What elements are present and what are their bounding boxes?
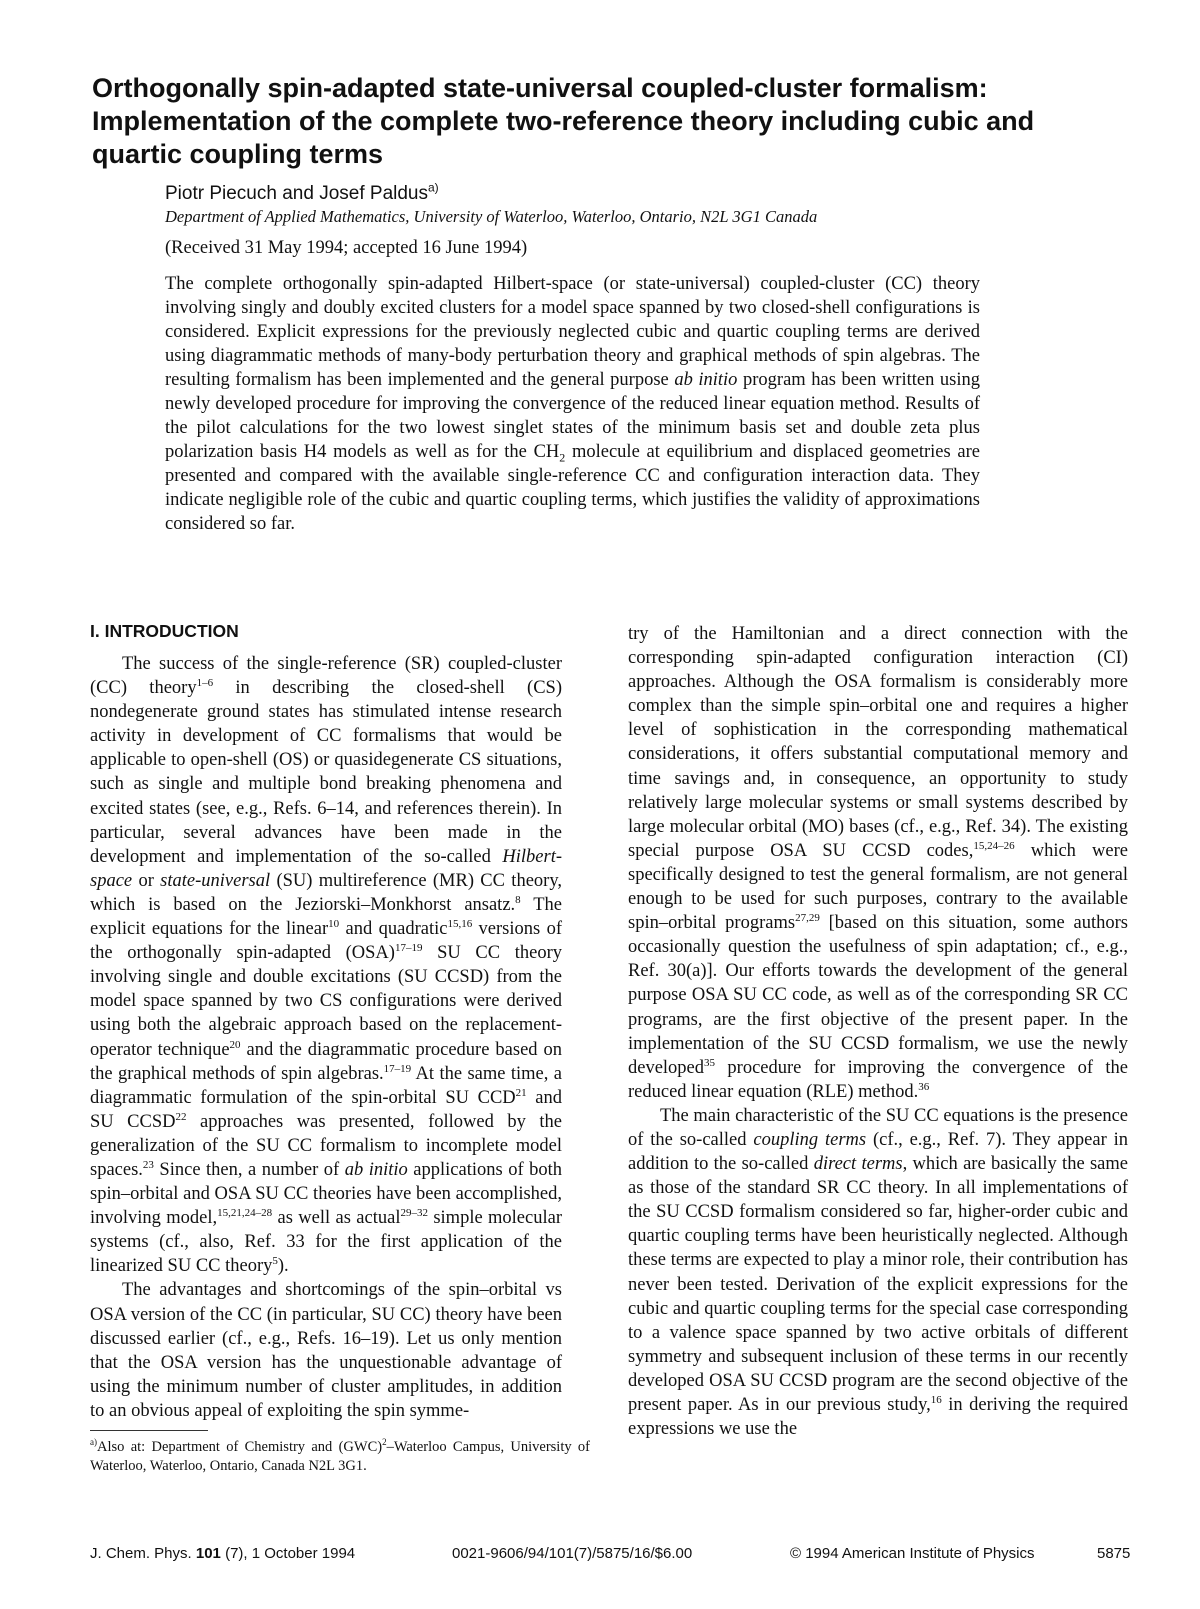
affiliation: Department of Applied Mathematics, University of Waterloo, Waterloo, Ontario, N2L 3G1 Canada	[165, 207, 818, 226]
citation: 1–6	[196, 676, 214, 689]
author-list	[165, 180, 439, 205]
text-run: At the same time, a diagrammatic formulation of the spin-orbital SU CCD	[90, 1063, 562, 1108]
footnote-text: –Waterloo Campus, University of Waterloo, Waterloo, Ontario, Canada N2L 3G1.	[90, 1439, 590, 1474]
abstract-part: program has been written using newly developed procedure for improving the convergence of the reduced linear equation method. Results of the pilot calculations for the two lowest singlet states of the minimum basis set and double zeta plus polarization basis H4 models as well as for the CH	[165, 370, 980, 462]
text-run: and the diagrammatic procedure based on the graphical methods of spin algebras.	[90, 1039, 563, 1084]
text-run: which were specifically designed to test the general formalism, are not general enough to be used for such purposes, contrary to the available spin–orbital programs	[628, 840, 1129, 934]
footnote-mark: a)	[90, 1437, 97, 1448]
text-run: as well as actual	[272, 1208, 401, 1229]
abstract-italic: ab initio	[674, 370, 738, 390]
footer-copyright: © 1994 American Institute of Physics	[790, 1545, 1035, 1562]
section-heading: I. INTRODUCTION	[90, 621, 239, 641]
journal-issue-date: (7), 1 October 1994	[220, 1545, 356, 1562]
text-run: and SU CCSD	[90, 1087, 562, 1132]
intro-paragraph-2: The advantages and shortcomings of the spin–orbital vs OSA version of the CC (in particular, SU CC) theory have been discussed earlier (cf., e.g., Refs. 16–19). Let us only mention that the OSA version has the unquestionable advantage of using the minimum number of cluster amplitudes, in addition to an obvious appeal of exploiting the spin symme-	[90, 1280, 562, 1421]
received-dates: (Received 31 May 1994; accepted 16 June 1994)	[165, 238, 528, 258]
citation: 20	[229, 1038, 241, 1051]
footnote	[90, 1438, 590, 1476]
text-run: or	[132, 870, 161, 891]
emphasis: state-universal	[160, 870, 271, 891]
text-run: (cf., e.g., Ref. 7). They appear in addition to the so-called	[628, 1129, 1128, 1175]
authors-text: Piotr Piecuch and Josef Paldus	[165, 183, 428, 204]
text-run: Since then, a number of	[153, 1159, 345, 1180]
citation: 15,21,24–28	[217, 1207, 273, 1219]
emphasis: ab initio	[344, 1159, 408, 1180]
citation: 17–19	[394, 941, 423, 954]
abstract-part: The complete orthogonally spin-adapted Hilbert-space (or state-universal) coupled-cluster (CC) theory involving singly and doubly excited clusters for a model space spanned by two closed-shell configurations is considered. Explicit expressions for the previously neglected cubic and quartic coupling terms are derived using diagrammatic methods of many-body perturbation theory and graphical methods of spin algebras. The resulting formalism has been implemented and the general purpose	[165, 274, 980, 390]
abstract	[165, 272, 980, 536]
emphasis: coupling terms	[753, 1129, 867, 1150]
right-column	[628, 622, 1128, 1441]
journal-name: J. Chem. Phys.	[90, 1545, 196, 1562]
page-number: 5875	[1097, 1545, 1131, 1562]
intro-paragraph-2-continued	[628, 622, 1128, 1104]
citation: 10	[328, 917, 340, 930]
citation: 27,29	[795, 911, 820, 924]
abstract-part: molecule at equilibrium and displaced geometries are presented and compared with the available single-reference CC and configuration interaction data. They indicate negligible role of the cubic and quartic coupling terms, which justifies the validity of approximations considered so far.	[165, 442, 980, 534]
text-run: (SU) multireference (MR) CC theory, which is based on the Jeziorski–Monkhorst ansatz.	[90, 870, 562, 915]
text-run: in deriving the required expressions we use the	[628, 1395, 1128, 1440]
text-run: [based on this situation, some authors occasionally question the usefulness of spin adaptation; cf., e.g., Ref. 30(a)]. Our efforts towards the development of the general purpose OSA SU CC code, as well as of the corresponding SR CC programs, are the first objective of the present paper. In the implementation of the SU CCSD formalism, we use the newly developed	[628, 913, 1128, 1078]
citation: 8	[515, 893, 521, 906]
text-run: try of the Hamiltonian and a direct connection with the corresponding spin-adapted configuration interaction (CI) approaches. Although the OSA formalism is considerably more complex than the simple spin–orbital one and requires a higher level of sophistication in the corresponding mathematical considerations, it offers substantial computational memory and time savings and, in consequence, an opportunity to study relatively large molecular systems or small systems described by large molecular orbital (MO) bases (cf., e.g., Ref. 34). The existing special purpose OSA SU CCSD codes,	[628, 624, 1128, 861]
footer-journal	[90, 1545, 355, 1562]
citation: 22	[175, 1110, 187, 1123]
citation: 29–32	[400, 1207, 428, 1219]
emphasis: direct terms	[813, 1154, 903, 1175]
footnote-rule	[90, 1430, 208, 1431]
text-run: ).	[277, 1256, 289, 1277]
citation: 23	[142, 1158, 154, 1171]
text-run: and quadratic	[339, 919, 448, 940]
intro-paragraph-1	[90, 652, 562, 1278]
text-run: , which are basically the same as those of the standard SR CC theory. In all implementations of the SU CCSD formalism considered so far, higher-order cubic and quartic coupling terms have been heuristically neglected. Although these terms are expected to play a minor role, their contribution has never been tested. Derivation of the explicit expressions for the cubic and quartic coupling terms for the special case corresponding to a valence space spanned by two active orbitals of different symmetry and subsequent inclusion of these terms in our recently developed OSA SU CCSD program are the second objective of the present paper. As in our previous study,	[628, 1154, 1128, 1415]
left-column	[90, 620, 562, 1423]
text-run: in describing the closed-shell (CS) nondegenerate ground states has stimulated intense research activity in development of CC formalisms that would be applicable to open-shell (OS) or quasidegenerate CS situations, such as single and multiple bond breaking phenomena and excited states (see, e.g., Refs. 6–14, and references therein). In particular, several advances have been made in the development and implementation of the so-called	[90, 678, 562, 867]
footer-issn: 0021-9606/94/101(7)/5875/16/$6.00	[452, 1545, 693, 1562]
subscript: 2	[559, 450, 566, 465]
intro-paragraph-3	[628, 1104, 1128, 1441]
footnote-text: Also at: Department of Chemistry and (GWC)	[97, 1439, 383, 1455]
text-run: SU CC theory involving single and double excitations (SU CCSD) from the model space spanned by two CS configurations were derived using both the algebraic approach based on the replacement-operator technique	[90, 943, 562, 1060]
citation: 35	[704, 1056, 716, 1069]
text-run: approaches was presented, followed by the generalization of the SU CC formalism to incomplete model spaces.	[90, 1111, 562, 1180]
text-run: The main characteristic of the SU CC equations is the presence of the so-called	[628, 1105, 1128, 1150]
emphasis: Hilbert-space	[90, 846, 562, 891]
citation: 17–19	[383, 1062, 412, 1075]
text-run: versions of the orthogonally spin-adapted (OSA)	[90, 919, 562, 964]
text-run: simple molecular systems (cf., also, Ref. 33 for the first application of the linearized SU CC theory	[90, 1208, 562, 1277]
text-run: applications of both spin–orbital and OSA SU CC theories have been accomplished, involving model,	[90, 1159, 563, 1229]
citation: 36	[918, 1080, 930, 1093]
citation: 21	[515, 1086, 527, 1099]
journal-volume: 101	[195, 1545, 221, 1562]
text-run: procedure for improving the convergence of the reduced linear equation (RLE) method.	[628, 1057, 1128, 1102]
text-run: The success of the single-reference (SR) coupled-cluster (CC) theory	[90, 654, 562, 699]
citation: 15,24–26	[973, 839, 1015, 852]
citation: 5	[272, 1255, 278, 1268]
citation: 16	[930, 1393, 942, 1406]
paper-title: Orthogonally spin-adapted state-universal coupled-cluster formalism: Implementation of the complete two-reference theory including cubic and quartic coupling terms	[92, 73, 1035, 169]
citation: 15,16	[447, 917, 473, 930]
superscript: 2	[382, 1437, 387, 1448]
author-note-mark: a)	[428, 180, 439, 195]
text-run: The explicit equations for the linear	[90, 894, 562, 940]
